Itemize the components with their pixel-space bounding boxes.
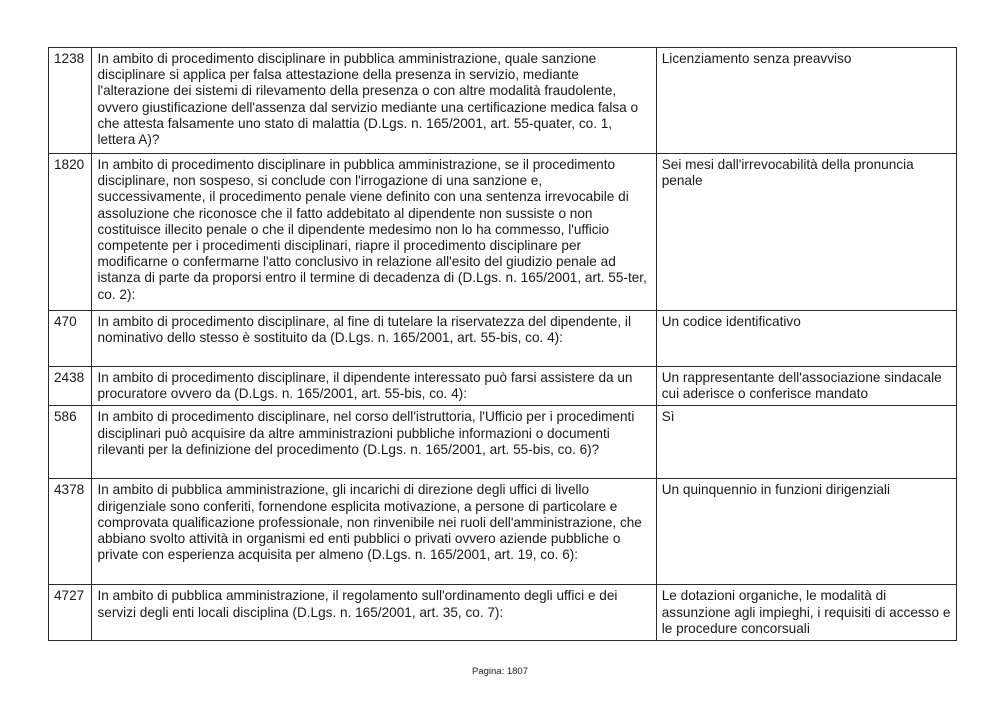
answer-text: Le dotazioni organiche, le modalità di assunzione agli impieghi, i requisiti di accesso e le procedure concorsuali (656, 585, 956, 641)
answer-text: Un rappresentante dell'associazione sindacale cui aderisce o conferisce mandato (656, 367, 956, 406)
question-id: 4378 (49, 479, 92, 585)
question-text: In ambito di procedimento disciplinare, nel corso dell'istruttoria, l'Ufficio per i procedimenti disciplinari può acquisire da altre amministrazioni pubbliche informazioni o documenti rilevanti per la definizione del procedimento (D.Lgs. n. 165/2001, art. 55-bis, co. 6)? (92, 406, 656, 479)
table-row (49, 154, 957, 311)
answer-text: Licenziamento senza preavviso (656, 48, 956, 154)
question-text: In ambito di pubblica amministrazione, gli incarichi di direzione degli uffici di livello dirigenziale sono conferiti, fornendone esplicita motivazione, a persone di particolare e comprovata qualificazione professionale, non rinvenibile nei ruoli dell'amministrazione, che abbiano svolto attività in organismi ed enti pubblici o privati ovvero aziende pubbliche o private con esperienza acquisita per almeno (D.Lgs. n. 165/2001, art. 19, co. 6): (92, 479, 656, 585)
page-number: Pagina: 1807 (472, 666, 528, 677)
table-row (49, 48, 957, 154)
question-id: 586 (49, 406, 92, 479)
question-id: 1820 (49, 154, 92, 311)
answer-text: Un codice identificativo (656, 311, 956, 367)
answer-text: Un quinquennio in funzioni dirigenziali (656, 479, 956, 585)
question-id: 1238 (49, 48, 92, 154)
answer-text: Sei mesi dall'irrevocabilità della pronuncia penale (656, 154, 956, 311)
question-text: In ambito di procedimento disciplinare in pubblica amministrazione, se il procedimento disciplinare, non sospeso, si conclude con l'irrogazione di una sanzione e, successivamente, il procedimento penale viene definito con una sentenza irrevocabile di assoluzione che riconosce che il fatto addebitato al dipendente non sussiste o non costituisce illecito penale o che il dipendente medesimo non lo ha commesso, l'ufficio competente per i procedimenti disciplinari, riapre il procedimento disciplinare per modificarne o confermarne l'atto conclusivo in relazione all'esito del giudizio penale ad istanza di parte da proporsi entro il termine di decadenza di (D.Lgs. n. 165/2001, art. 55-ter, co. 2): (92, 154, 656, 311)
question-id: 2438 (49, 367, 92, 406)
question-text: In ambito di pubblica amministrazione, il regolamento sull'ordinamento degli uffici e dei servizi degli enti locali disciplina (D.Lgs. n. 165/2001, art. 35, co. 7): (92, 585, 656, 641)
question-id: 4727 (49, 585, 92, 641)
answer-text: Sì (656, 406, 956, 479)
question-table (48, 47, 957, 641)
question-text: In ambito di procedimento disciplinare, al fine di tutelare la riservatezza del dipendente, il nominativo dello stesso è sostituito da (D.Lgs. n. 165/2001, art. 55-bis, co. 4): (92, 311, 656, 367)
table-row (49, 311, 957, 367)
table-row (49, 406, 957, 479)
question-id: 470 (49, 311, 92, 367)
question-text: In ambito di procedimento disciplinare, il dipendente interessato può farsi assistere da un procuratore ovvero da (D.Lgs. n. 165/2001, art. 55-bis, co. 4): (92, 367, 656, 406)
question-text: In ambito di procedimento disciplinare in pubblica amministrazione, quale sanzione disciplinare si applica per falsa attestazione della presenza in servizio, mediante l'alterazione dei sistemi di rilevamento della presenza o con altre modalità fraudolente, ovvero giustificazione dell'assenza dal servizio mediante una certificazione medica falsa o che attesta falsamente uno stato di malattia (D.Lgs. n. 165/2001, art. 55-quater, co. 1, lettera A)? (92, 48, 656, 154)
table-row (49, 585, 957, 641)
table-row (49, 479, 957, 585)
table-row (49, 367, 957, 406)
